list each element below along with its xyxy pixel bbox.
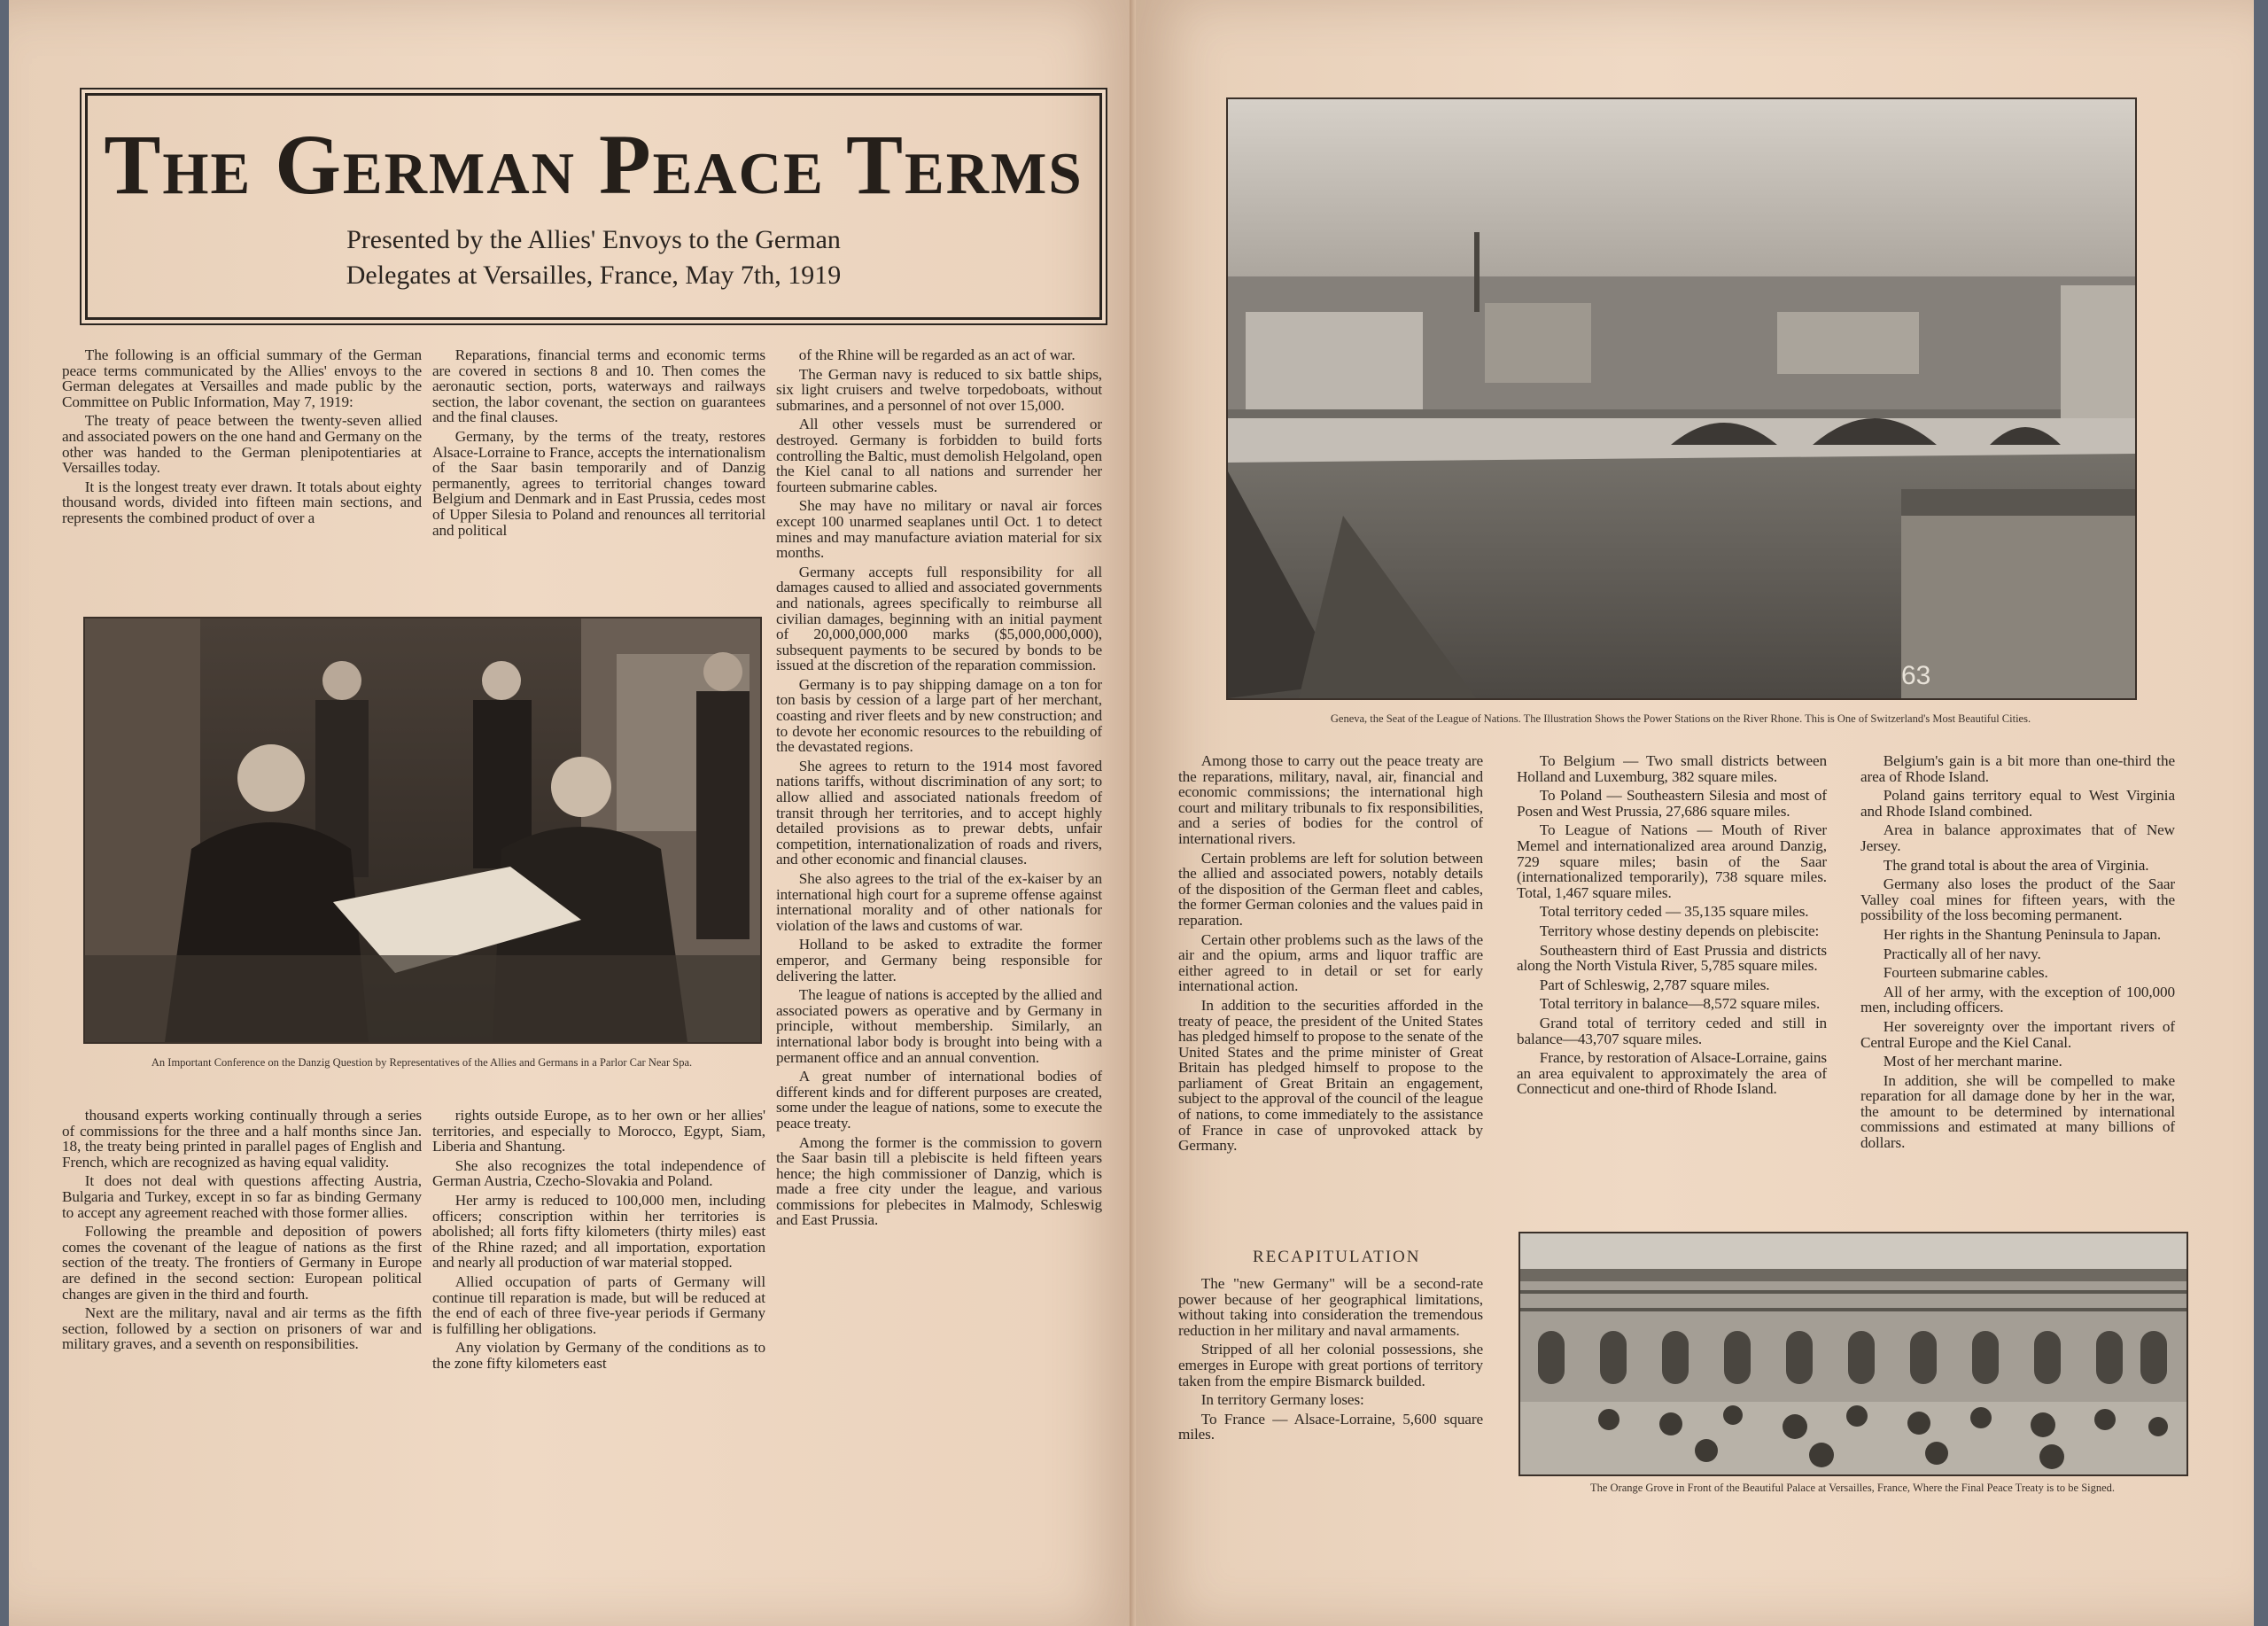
paragraph: Her army is reduced to 100,000 men, including officers; conscription within her territories is abolished; all forts fifty kilometers (thirty miles) east of the Rhine razed; and all importation, exportation and nearly all production of war material stopped.: [432, 1191, 765, 1272]
paragraph: The following is an official summary of the German peace terms communicated by the Allies' envoys to the German delegates at Versailles and made public by the Committee on Public Information, May 7, 1919:: [62, 346, 422, 410]
subtitle-line-2: Delegates at Versailles, France, May 7th, 1919: [346, 261, 842, 290]
paragraph: All other vessels must be surrendered or destroyed. Germany is forbidden to build forts controlling the Baltic, must demolish Helgoland, open the Kiel canal to all nations and surrender her fourteen submarine cables.: [776, 416, 1102, 495]
conference-photo-image: [85, 619, 760, 1042]
paragraph: Certain problems are left for solution between the allied and associated powers, notably details of the disposition of the German fleet and cables, the former German colonies and the values paid in reparation.: [1178, 849, 1483, 929]
paragraph: Following the preamble and deposition of powers comes the covenant of the league of nations as the first section of the treaty. The frontiers of Germany in Europe are defined in the second section: European political changes are given in the third and fourth.: [62, 1223, 422, 1303]
left-col2-bottom: [432, 1108, 765, 1375]
paragraph: In territory Germany loses:: [1200, 1391, 1364, 1409]
paragraph: A great number of international bodies of different kinds and for different purposes are created, some under the league of nations, some to execute the peace treaty.: [776, 1068, 1102, 1132]
paragraph: The German navy is reduced to six battle ships, six light cruisers and twelve torpedoboats, without submarines, and a personnel of not over 15,000.: [776, 365, 1102, 414]
paragraph: She also agrees to the trial of the ex-kaiser by an international high court for a supreme offense against international morality and of other nationals for violation of the laws and customs of war.: [776, 870, 1102, 934]
paragraph: To France — Alsace-Lorraine, 5,600 square miles.: [1178, 1410, 1483, 1443]
versailles-photo: [1518, 1232, 2188, 1476]
paragraph: To League of Nations — Mouth of River Memel and internationalized area around Danzig, 729 square miles; basin of the Saar (internationalized temporarily), 738 square miles. Total, 1,467 square miles.: [1517, 821, 1827, 901]
paragraph: of the Rhine will be regarded as an act of war.: [798, 346, 1076, 363]
paragraph: The "new Germany" will be a second-rate power because of her geographical limitations, without taking into consideration the tremendous reduction in her military and naval armaments.: [1178, 1275, 1483, 1339]
paragraph: All of her army, with the exception of 100,000 men, including officers.: [1860, 983, 2175, 1016]
paragraph: Germany also loses the product of the Saar Valley coal mines for fifteen years, with the possibility of the loss becoming permanent.: [1860, 875, 2175, 924]
right-col1-recap: [1178, 1276, 1483, 1446]
conference-photo: [83, 617, 762, 1044]
paragraph: It is the longest treaty ever drawn. It totals about eighty thousand words, divided into fifteen main sections, and represents the combined product of over a: [62, 478, 422, 526]
photo-plate-number: 63: [1901, 661, 1931, 690]
left-col3: [776, 347, 1102, 1232]
versailles-photo-image: [1520, 1233, 2186, 1474]
geneva-photo-image: [1228, 99, 2135, 698]
paragraph: Most of her merchant marine.: [1883, 1053, 2062, 1070]
subtitle-line-1: Presented by the Allies' Envoys to the German: [346, 225, 841, 254]
right-col3: [1860, 753, 2175, 1155]
paragraph: Reparations, financial terms and economic terms are covered in sections 8 and 10. Then comes the aeronautic section, ports, waterways and railways section, the labor covenant, the section on guarantees and the final clauses.: [432, 346, 765, 426]
paragraph: Germany is to pay shipping damage on a ton for ton basis by cession of a large part of her merchant, coasting and river fleets and by new construction; and to devote her economic resources to the rebuilding of the devastated regions.: [776, 675, 1102, 756]
paragraph: To Poland — Southeastern Silesia and most of Posen and West Prussia, 27,686 square miles.: [1517, 787, 1827, 820]
paragraph: Total territory ceded — 35,135 square miles.: [1539, 903, 1809, 921]
paragraph: Germany, by the terms of the treaty, restores Alsace-Lorraine to France, accepts the internationalism of the Saar basin temporarily and of Danzig permanently, agrees to territorial changes toward Belgium and Denmark and in East Prussia, cedes most of Upper Silesia to Poland and renounces all territorial and political: [432, 427, 765, 539]
paragraph: Certain other problems such as the laws of the air and the opium, arms and liquor traffic are either agreed to in detail or set for early international action.: [1178, 930, 1483, 995]
left-page: [9, 0, 1136, 1626]
paragraph: France, by restoration of Alsace-Lorraine, gains an area equivalent to approximately the area of Connecticut and one-third of Rhode Island.: [1517, 1049, 1827, 1098]
geneva-photo: [1226, 97, 2137, 700]
geneva-caption: Geneva, the Seat of the League of Nations. The Illustration Shows the Power Stations on the River Rhone. This is One of Switzerland's Most Beautiful Cities.: [1330, 712, 2031, 725]
paragraph: Belgium's gain is a bit more than one-third the area of Rhode Island.: [1860, 752, 2175, 785]
paragraph: Any violation by Germany of the conditions as to the zone fifty kilometers east: [432, 1339, 765, 1372]
page-title: The German Peace Terms: [104, 117, 1084, 212]
paragraph: Area in balance approximates that of New Jersey.: [1860, 821, 2175, 854]
left-col1-bottom: [62, 1108, 422, 1356]
paragraph: Allied occupation of parts of Germany will continue till reparation is made, but will be reduced at the end of each of three five-year periods if Germany is fulfilling her obligations.: [432, 1272, 765, 1337]
paragraph: Among the former is the commission to govern the Saar basin till a plebiscite is held fifteen years hence; the high commissioner of Danzig, which is made a free city under the league, and various commissions for plebecites in Malmody, Schleswig and East Prussia.: [776, 1133, 1102, 1229]
paragraph: She agrees to return to the 1914 most favored nations tariffs, without discrimination of any sort; to allow allied and associated nationals freedom of transit through her territories, and to accept highly detailed provisions as to prewar debts, unfair competition, internationalization of roads and rivers, and other economic and financial clauses.: [776, 757, 1102, 868]
conference-photo-caption: An Important Conference on the Danzig Question by Representatives of the Allies and Germans in a Parlor Car Near Spa.: [151, 1056, 693, 1069]
paragraph: Grand total of territory ceded and still in balance—43,707 square miles.: [1517, 1014, 1827, 1047]
title-box: [85, 93, 1102, 320]
right-col2: [1517, 753, 1827, 1101]
paragraph: Territory whose destiny depends on plebiscite:: [1539, 922, 1820, 939]
paragraph: Practically all of her navy.: [1883, 945, 2041, 962]
paragraph: Her sovereignty over the important rivers of Central Europe and the Kiel Canal.: [1860, 1017, 2175, 1051]
paragraph: Fourteen submarine cables.: [1883, 964, 2048, 982]
versailles-caption: The Orange Grove in Front of the Beautiful Palace at Versailles, France, Where the Final Peace Treaty is to be Signed.: [1589, 1482, 2116, 1494]
paragraph: To Belgium — Two small districts between Holland and Luxemburg, 382 square miles.: [1517, 752, 1827, 785]
paragraph: rights outside Europe, as to her own or her allies' territories, and especially to Morocco, Egypt, Siam, Liberia and Shantung.: [432, 1107, 765, 1155]
paragraph: Stripped of all her colonial possessions, she emerges in Europe with great portions of territory taken from the empire Bismarck builded.: [1178, 1341, 1483, 1389]
right-col1: [1178, 753, 1483, 1157]
paragraph: Among those to carry out the peace treaty are the reparations, military, naval, air, financial and economic commissions; the international high court and military tribunals to fix responsibilities, and a series of bodies for the control of international rivers.: [1178, 752, 1483, 847]
paragraph: It does not deal with questions affecting Austria, Bulgaria and Turkey, except in so far as binding Germany to accept any agreement reached with those former allies.: [62, 1172, 422, 1221]
paragraph: In addition to the securities afforded in the treaty of peace, the president of the United States has pledged himself to propose to the senate of the United States and the prime minister of Great Britain has pledged himself to propose to the parliament of Great Britain an engagement, subject to the approval of the council of the league of nations, to come immediately to the assistance of France in case of unprovoked attack by Germany.: [1178, 996, 1483, 1155]
paragraph: She also recognizes the total independence of German Austria, Czecho-Slovakia and Poland.: [432, 1156, 765, 1190]
paragraph: Her rights in the Shantung Peninsula to Japan.: [1883, 925, 2162, 943]
recapitulation-heading: RECAPITULATION: [1253, 1248, 1421, 1266]
left-col2-top: [432, 347, 765, 541]
paragraph: Part of Schleswig, 2,787 square miles.: [1539, 976, 1770, 993]
paragraph: The league of nations is accepted by the allied and associated powers as operative and by Germany in principle, without membership. Similarly, an international labor body is brought into being with a permanent office and an annual convention.: [776, 986, 1102, 1066]
paragraph: thousand experts working continually through a series of commissions for the three and a half months since Jan. 18, the treaty being printed in parallel pages of English and French, which are recognized as having equal validity.: [62, 1107, 422, 1171]
paragraph: The treaty of peace between the twenty-seven allied and associated powers on the one hand and Germany on the other was handed to the German plenipotentiaries at Versailles today.: [62, 412, 422, 477]
paragraph: Southeastern third of East Prussia and districts along the North Vistula River, 5,785 square miles.: [1517, 941, 1827, 975]
paragraph: Total territory in balance—8,572 square miles.: [1539, 995, 1821, 1013]
paragraph: Next are the military, naval and air terms as the fifth section, followed by a section on prisoners of war and military graves, and a seventh on responsibilities.: [62, 1304, 422, 1353]
paragraph: The grand total is about the area of Virginia.: [1883, 856, 2149, 874]
paragraph: Holland to be asked to extradite the former emperor, and Germany being responsible for delivering the latter.: [776, 936, 1102, 984]
paragraph: Poland gains territory equal to West Virginia and Rhode Island combined.: [1860, 787, 2175, 820]
paragraph: Germany accepts full responsibility for all damages caused to allied and associated governments and nationals, agrees specifically to reimburse all civilian damages, beginning with an initial payment of 20,000,000,000 marks ($5,000,000,000), subsequent payments to be secured by bonds to be issued at the discretion of the reparation commission.: [776, 563, 1102, 674]
paragraph: In addition, she will be compelled to make reparation for all damage done by her in the war, the amount to be determined by international commissions and estimated at many billions of dollars.: [1860, 1071, 2175, 1152]
right-page: [1136, 0, 2254, 1626]
paragraph: She may have no military or naval air forces except 100 unarmed seaplanes until Oct. 1 to detect mines and may manufacture aviation material for six months.: [776, 497, 1102, 562]
left-col1-top: [62, 347, 422, 530]
